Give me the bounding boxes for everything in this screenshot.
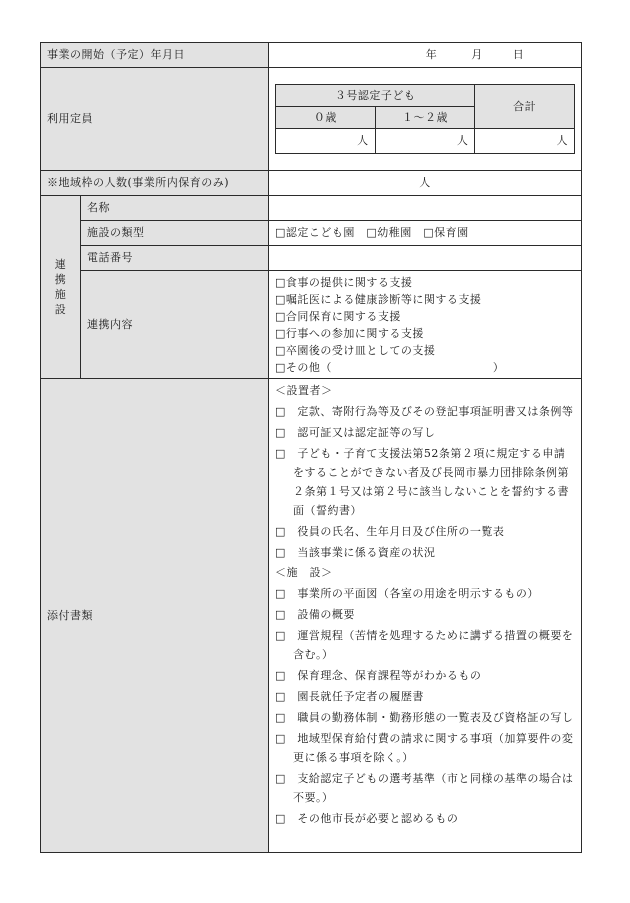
establisher-heading: ＜設置者＞ [275,384,333,397]
capacity-cell [269,68,582,171]
partner-group-char: 施 [54,288,67,301]
attachment-item[interactable]: □ その他市長が必要と認めるもの [275,812,459,825]
partner-group-char: 連 [54,258,67,271]
attachment-item[interactable]: □ 職員の勤務体制・勤務形態の一覧表及び資格証の写し [275,711,574,724]
partner-phone-field[interactable] [269,246,582,271]
attachment-item[interactable]: □ 園長就任予定者の履歴書 [275,690,424,703]
facility-heading: ＜施 設＞ [275,566,333,579]
person-unit: 人 [357,134,369,147]
partner-content-label: 連携内容 [81,271,269,379]
attachment-item[interactable]: □ 定款、寄附行為等及びその登記事項証明書又は条例等 [275,405,574,418]
attachment-item[interactable]: □ 事業所の平面図（各室の用途を明示するもの） [275,587,539,600]
form-table [40,42,582,853]
partner-content-item[interactable]: □卒園後の受け皿としての支援 [275,343,436,357]
capacity-age0-field[interactable] [276,129,376,154]
attachments-list [269,379,582,853]
partner-content-item[interactable]: □嘱託医による健康診断等に関する支援 [275,292,482,306]
person-unit: 人 [456,134,469,147]
application-form [40,42,581,853]
capacity-subtable [275,84,575,154]
capacity-age12-field[interactable] [375,129,475,154]
partner-name-label: 名称 [81,196,269,221]
capacity-total-field[interactable] [475,129,575,154]
start-date-label: 事業の開始（予定）年月日 [41,43,269,68]
attachment-item[interactable]: □ 地域型保育給付費の請求に関する事項（加算要件の変更に係る事項を除く。） [275,732,574,764]
capacity-total-header: 合計 [475,85,575,129]
partner-content-item[interactable]: □行事への参加に関する支援 [275,326,424,340]
attachment-item[interactable]: □ 当該事業に係る資産の状況 [275,546,436,559]
attachment-item[interactable]: □ 設備の概要 [275,608,355,621]
attachment-item[interactable]: □ 子ども・子育て支援法第52条第２項に規定する申請をすることができない者及び長岡市暴力団排除条例第２条第１号又は第２号に該当しないことを誓約する書面（誓約書） [275,447,569,517]
partner-content-list [269,271,582,379]
attachment-item[interactable]: □ 役員の氏名、生年月日及び住所の一覧表 [275,525,505,538]
local-slots-field[interactable] [269,171,582,196]
partner-group-char: 設 [54,303,67,316]
partner-type-options[interactable]: □認定こども園 □幼稚園 □保育園 [269,221,582,246]
person-unit: 人 [556,134,568,147]
capacity-age0-header: ０歳 [276,107,376,129]
attachment-item[interactable]: □ 支給認定子どもの選考基準（市と同様の基準の場合は不要。） [275,772,574,804]
partner-content-item[interactable]: □その他（ ） [275,360,505,374]
partner-type-label: 施設の類型 [81,221,269,246]
person-unit: 人 [419,176,431,189]
month-unit: 月 [471,48,483,61]
capacity-group-header: ３号認定子ども [276,85,475,107]
attachments-label: 添付書類 [41,379,269,853]
partner-content-item[interactable]: □合同保育に関する支援 [275,309,401,323]
local-slots-label: ※地域枠の人数(事業所内保育のみ) [41,171,269,196]
start-date-field[interactable] [269,43,582,68]
year-unit: 年 [425,48,438,61]
capacity-label: 利用定員 [41,68,269,171]
partner-phone-label: 電話番号 [81,246,269,271]
attachment-item[interactable]: □ 認可証又は認定証等の写し [275,426,436,439]
partner-name-field[interactable] [269,196,582,221]
attachment-item[interactable]: □ 運営規程（苦情を処理するために講ずる措置の概要を含む。） [275,629,574,661]
attachment-item[interactable]: □ 保育理念、保育課程等がわかるもの [275,669,482,682]
capacity-age12-header: １～２歳 [375,107,475,129]
partner-content-item[interactable]: □食事の提供に関する支援 [275,275,413,289]
partner-group-label [41,196,81,379]
day-unit: 日 [512,48,525,61]
partner-group-char: 携 [54,273,67,286]
